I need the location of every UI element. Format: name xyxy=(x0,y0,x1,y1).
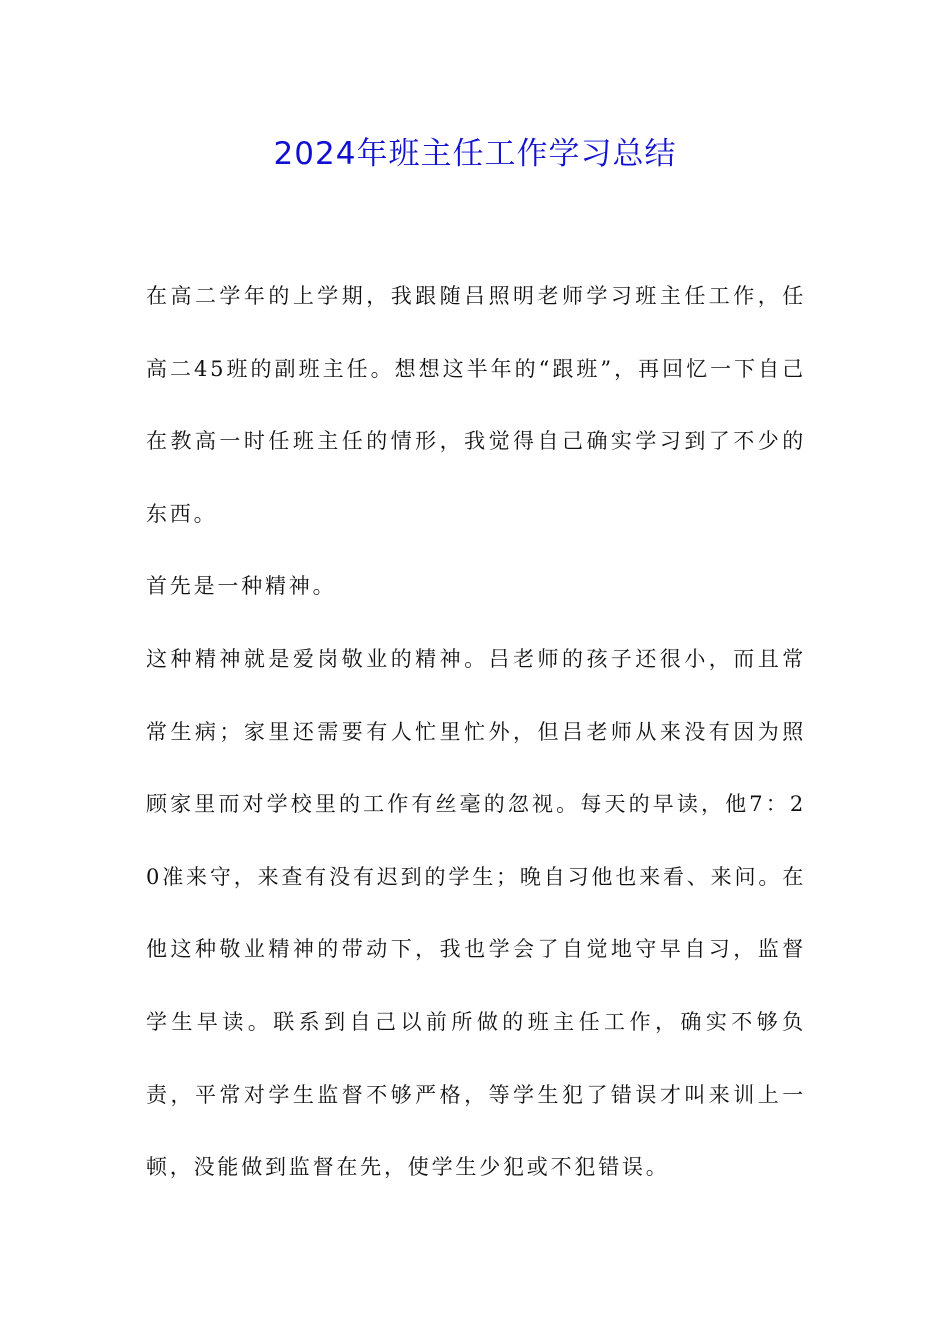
paragraph-1: 在高二学年的上学期，我跟随吕照明老师学习班主任工作，任高二45班的副班主任。想想这半年的“跟班”，再回忆一下自己在教高一时任班主任的情形，我觉得自己确实学习到了不少的东西。 xyxy=(146,284,806,526)
document-body xyxy=(146,260,806,1204)
document-title: 2024年班主任工作学习总结 xyxy=(273,136,677,172)
paragraph-3: 这种精神就是爱岗敬业的精神。吕老师的孩子还很小，而且常常生病；家里还需要有人忙里忙外，但吕老师从来没有因为照顾家里而对学校里的工作有丝毫的忽视。每天的早读，他7：20准来守，来查有没有迟到的学生；晚自习他也来看、来问。在他这种敬业精神的带动下，我也学会了自觉地守早自习，监督学生早读。联系到自己以前所做的班主任工作，确实不够负责，平常对学生监督不够严格，等学生犯了错误才叫来训上一顿，没能做到监督在先，使学生少犯或不犯错误。 xyxy=(146,646,806,1180)
paragraph-2: 首先是一种精神。 xyxy=(146,574,337,599)
